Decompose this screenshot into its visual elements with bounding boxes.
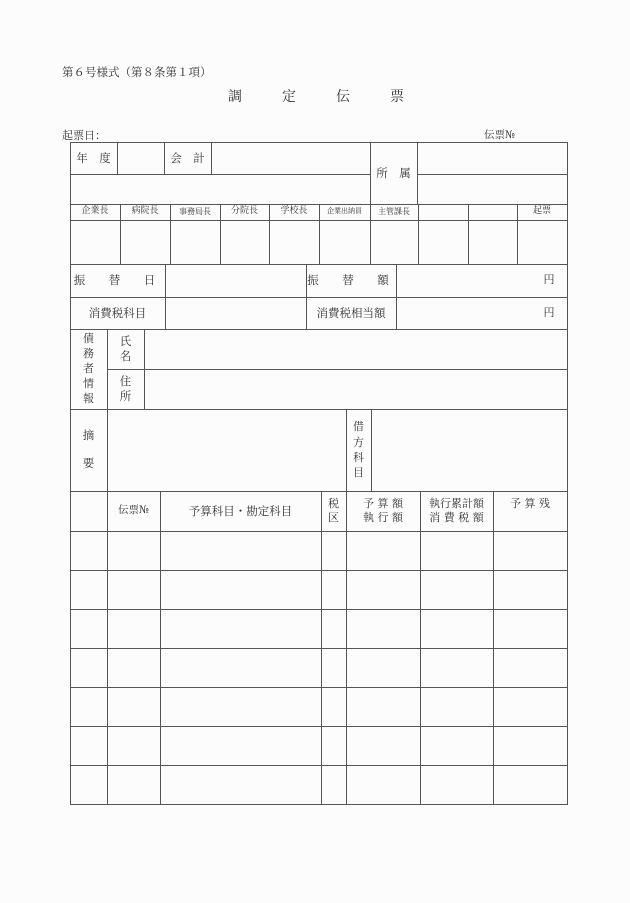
ledger-cell-remaining[interactable] — [494, 532, 566, 569]
debtor-address-field[interactable] — [145, 370, 566, 408]
ledger-header-budget-exec: 予 算 額 執 行 額 — [363, 496, 403, 524]
ledger-cell-remaining[interactable] — [494, 688, 566, 725]
ledger-cell-tax-class[interactable] — [322, 610, 345, 647]
ledger-cell-budget-exec[interactable] — [347, 688, 419, 725]
ledger-cell-slip-no[interactable] — [108, 532, 159, 569]
approval-stamp-jimukyokucho[interactable] — [171, 221, 219, 263]
account-label: 会 計 — [170, 150, 205, 165]
ledger-cell-tax-class[interactable] — [322, 688, 345, 725]
approval-header-blank-1 — [418, 204, 468, 220]
transfer-date-field[interactable] — [166, 265, 305, 296]
approval-header-suitoin: 企業出納員 — [327, 207, 362, 216]
ledger-cell-budget-exec[interactable] — [347, 649, 419, 686]
ledger-cell-row-marker[interactable] — [71, 766, 106, 803]
fiscal-year-field[interactable] — [118, 143, 163, 173]
debit-account-field[interactable] — [372, 410, 566, 490]
ledger-cell-cumulative-tax[interactable] — [421, 571, 492, 608]
ledger-cell-cumulative-tax[interactable] — [421, 649, 492, 686]
debtor-address-label: 住 所 — [119, 374, 132, 403]
ledger-cell-remaining[interactable] — [494, 727, 566, 764]
account-field[interactable] — [212, 143, 369, 173]
approval-stamp-kihyo[interactable] — [518, 221, 566, 263]
ledger-cell-slip-no[interactable] — [108, 727, 159, 764]
ledger-cell-tax-class[interactable] — [322, 532, 345, 569]
approval-header-kigyocho: 企業長 — [81, 206, 109, 217]
ledger-cell-remaining[interactable] — [494, 649, 566, 686]
ledger-cell-account[interactable] — [161, 727, 320, 764]
ledger-cell-remaining[interactable] — [494, 766, 566, 803]
transfer-amount-yen: 円 — [543, 273, 555, 287]
ledger-cell-tax-class[interactable] — [322, 727, 345, 764]
ledger-cell-slip-no[interactable] — [108, 571, 159, 608]
approval-header-bunincho: 分院長 — [230, 206, 258, 217]
ledger-cell-budget-exec[interactable] — [347, 727, 419, 764]
ledger-cell-slip-no[interactable] — [108, 766, 159, 803]
transfer-date-label: 振 替 日 — [73, 273, 162, 288]
fiscal-year-label: 年 度 — [76, 150, 111, 165]
tax-amount-label: 消費税相当額 — [316, 305, 386, 320]
ledger-cell-budget-exec[interactable] — [347, 766, 419, 803]
ledger-cell-account[interactable] — [161, 688, 320, 725]
ledger-cell-remaining[interactable] — [494, 571, 566, 608]
ledger-cell-cumulative-tax[interactable] — [421, 727, 492, 764]
transfer-amount-field[interactable] — [397, 265, 537, 296]
tax-amount-field[interactable] — [397, 298, 537, 328]
ledger-header-remaining: 予 算 残 — [510, 496, 550, 510]
title-char: 定 — [282, 89, 296, 105]
ledger-cell-account[interactable] — [161, 766, 320, 803]
ledger-cell-budget-exec[interactable] — [347, 532, 419, 569]
approval-stamp-kigyocho[interactable] — [71, 221, 119, 263]
ledger-cell-row-marker[interactable] — [71, 649, 106, 686]
approval-header-shukankacho: 主管課長 — [378, 206, 410, 216]
ledger-cell-row-marker[interactable] — [71, 571, 106, 608]
ledger-cell-cumulative-tax[interactable] — [421, 766, 492, 803]
title-char: 調 — [228, 89, 242, 105]
approval-header-blank-2 — [468, 204, 517, 220]
debtor-info-label: 債 務 者 情 報 — [83, 332, 94, 405]
approval-stamp-shukankacho[interactable] — [371, 221, 417, 263]
department-field[interactable] — [418, 143, 566, 173]
slip-no-label: 伝票№ — [484, 129, 515, 141]
ledger-header-cumulative-tax: 執行累計額 消 費 税 額 — [429, 496, 484, 524]
approval-stamp-byoincho[interactable] — [121, 221, 169, 263]
ledger-cell-account[interactable] — [161, 649, 320, 686]
approval-stamp-suitoin[interactable] — [320, 221, 369, 263]
approval-stamp-bunincho[interactable] — [221, 221, 268, 263]
ledger-cell-slip-no[interactable] — [108, 688, 159, 725]
ledger-cell-budget-exec[interactable] — [347, 571, 419, 608]
approval-header-jimukyokucho: 事務局長 — [179, 206, 211, 216]
ledger-header-tax-class: 税 区 — [328, 496, 339, 524]
department-label: 所 属 — [376, 165, 411, 180]
debtor-name-field[interactable] — [145, 330, 566, 368]
ledger-cell-account[interactable] — [161, 532, 320, 569]
ledger-cell-remaining[interactable] — [494, 610, 566, 647]
issue-date-label: 起票日： — [62, 129, 106, 142]
ledger-cell-cumulative-tax[interactable] — [421, 532, 492, 569]
approval-header-gakkocho: 学校長 — [280, 206, 308, 217]
department-detail-field[interactable] — [418, 175, 566, 203]
ledger-cell-row-marker[interactable] — [71, 727, 106, 764]
ledger-cell-slip-no[interactable] — [108, 610, 159, 647]
title-char: 票 — [390, 89, 404, 105]
debtor-name-label: 氏 名 — [119, 334, 132, 363]
approval-stamp-blank-1[interactable] — [419, 221, 467, 263]
approval-header-byoincho: 病院長 — [131, 206, 159, 217]
tax-account-label: 消費税科目 — [88, 305, 147, 320]
ledger-cell-row-marker[interactable] — [71, 688, 106, 725]
approval-stamp-blank-2[interactable] — [469, 221, 516, 263]
ledger-cell-slip-no[interactable] — [108, 649, 159, 686]
ledger-cell-budget-exec[interactable] — [347, 610, 419, 647]
ledger-header-account: 予算科目・勘定科目 — [188, 503, 293, 518]
ledger-cell-cumulative-tax[interactable] — [421, 610, 492, 647]
approval-stamp-gakkocho[interactable] — [270, 221, 318, 263]
ledger-cell-tax-class[interactable] — [322, 766, 345, 803]
ledger-cell-account[interactable] — [161, 571, 320, 608]
title-char: 伝 — [336, 89, 350, 105]
ledger-cell-account[interactable] — [161, 610, 320, 647]
ledger-cell-tax-class[interactable] — [322, 571, 345, 608]
account-detail-field[interactable] — [71, 175, 369, 203]
ledger-cell-cumulative-tax[interactable] — [421, 688, 492, 725]
ledger-cell-row-marker[interactable] — [71, 532, 106, 569]
summary-field[interactable] — [108, 410, 345, 490]
form-reference: 第６号様式（第８条第１項） — [62, 65, 212, 79]
summary-label: 摘 要 — [82, 428, 95, 470]
debit-account-label: 借 方 科 目 — [353, 420, 364, 480]
transfer-amount-label: 振 替 額 — [307, 273, 395, 288]
ledger-cell-tax-class[interactable] — [322, 649, 345, 686]
tax-account-field[interactable] — [166, 298, 305, 328]
tax-amount-yen: 円 — [543, 305, 555, 319]
ledger-cell-row-marker[interactable] — [71, 610, 106, 647]
ledger-header-blank — [70, 491, 107, 531]
approval-header-kihyo: 起票 — [532, 206, 551, 217]
ledger-header-slip-no: 伝票№ — [118, 504, 149, 517]
